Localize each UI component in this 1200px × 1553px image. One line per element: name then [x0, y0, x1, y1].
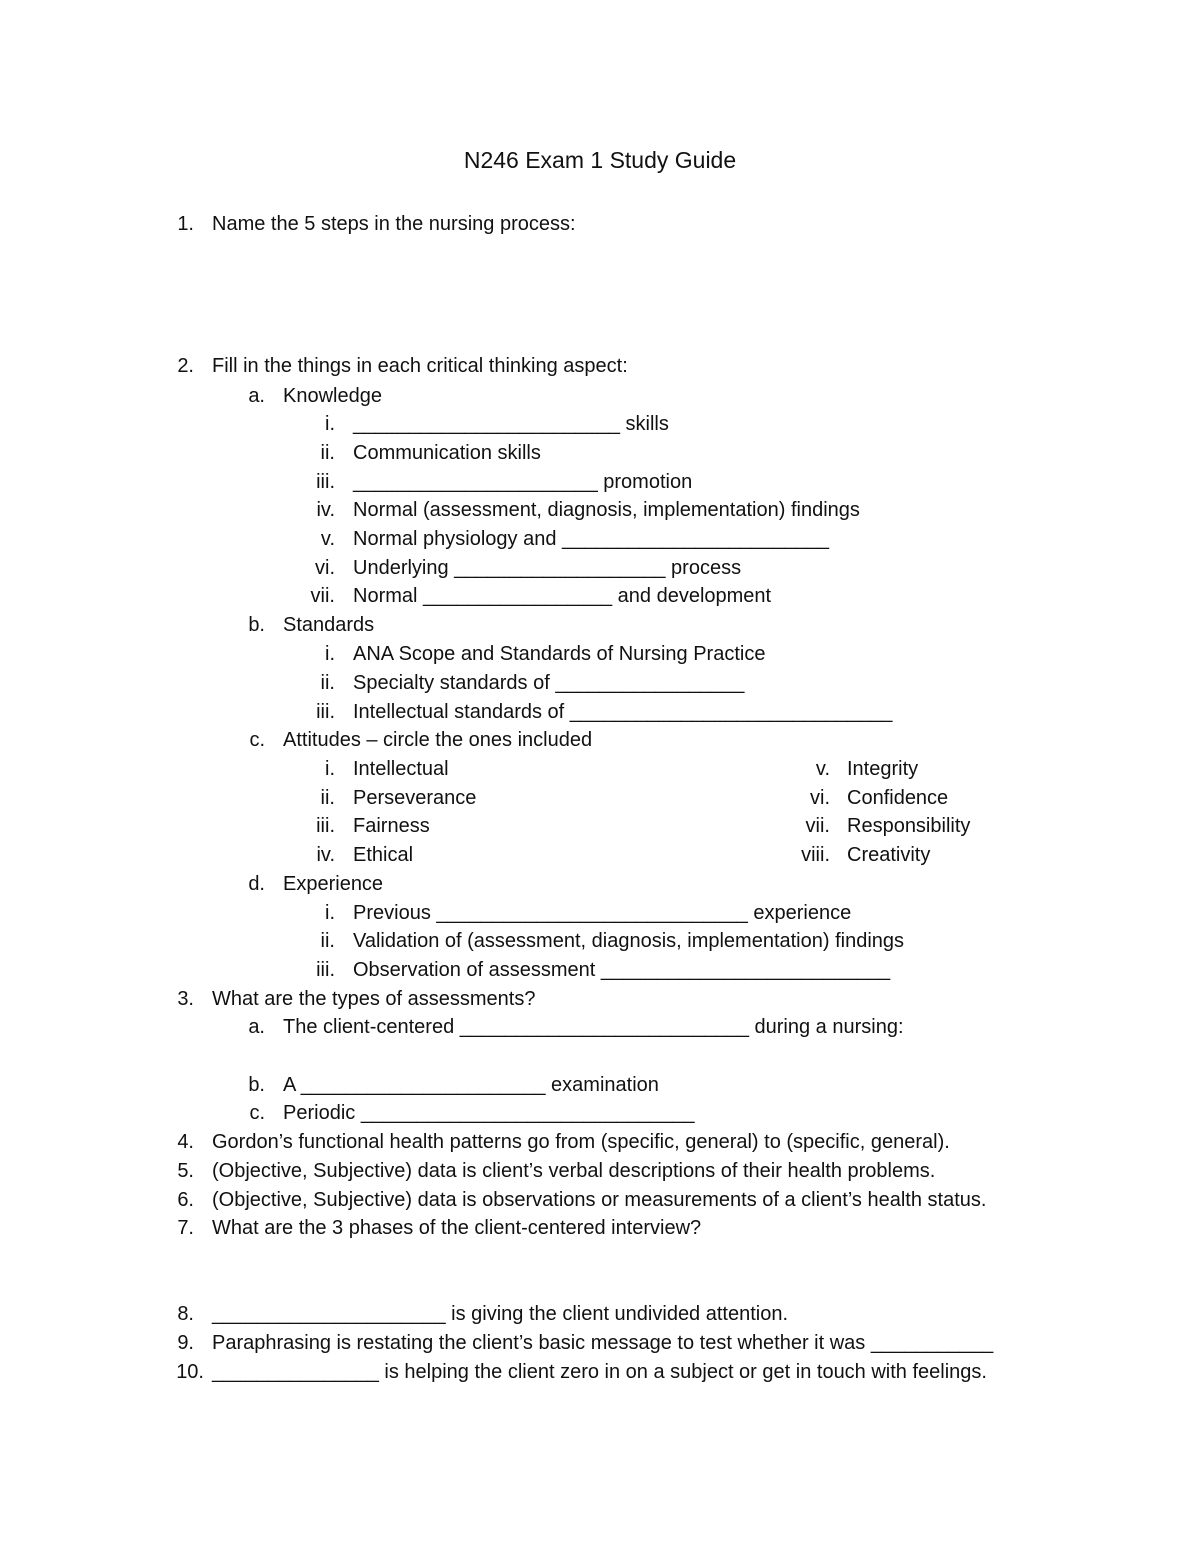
item-number: iv. [316, 499, 335, 521]
question-number: 1. [177, 213, 194, 235]
subquestion-label: Knowledge [283, 385, 382, 407]
question-number: 7. [177, 1217, 194, 1239]
subquestion-label: Attitudes – circle the ones included [283, 729, 593, 751]
item-number: iii. [316, 959, 335, 981]
question-number: 8. [177, 1303, 194, 1325]
item-number: vi. [315, 557, 335, 579]
item-text: Integrity [847, 758, 919, 780]
item-number: vi. [810, 787, 830, 809]
item-text: Underlying ___________________ process [353, 557, 742, 579]
subquestion-letter: d. [248, 873, 265, 895]
item-number: i. [325, 902, 335, 924]
question-text: What are the 3 phases of the client-centered interview? [212, 1217, 702, 1239]
item-text: ________________________ skills [353, 413, 669, 435]
question-number: 10. [176, 1361, 204, 1383]
item-text: Responsibility [847, 815, 971, 837]
item-number: v. [320, 528, 335, 550]
question-text: _____________________ is giving the client undivided attention. [212, 1303, 789, 1325]
item-number: viii. [801, 844, 830, 866]
question-text: Name the 5 steps in the nursing process: [212, 213, 576, 235]
item-text: Intellectual [353, 758, 449, 780]
item-number: vii. [805, 815, 830, 837]
subquestion-letter: a. [248, 385, 265, 407]
subquestion-letter: b. [248, 614, 265, 636]
question-text: (Objective, Subjective) data is client’s verbal descriptions of their health problems. [212, 1160, 936, 1182]
item-number: ii. [320, 787, 335, 809]
item-text: Creativity [847, 844, 931, 866]
question-text: (Objective, Subjective) data is observations or measurements of a client’s health status. [212, 1189, 987, 1211]
item-number: vii. [310, 585, 335, 607]
item-number: ii. [320, 672, 335, 694]
question-number: 9. [177, 1332, 194, 1354]
question-text: What are the types of assessments? [212, 988, 536, 1010]
subquestion-text: The client-centered __________________________ during a nursing: [283, 1016, 904, 1038]
item-number: iii. [316, 815, 335, 837]
item-text: Normal _________________ and development [353, 585, 772, 607]
item-text: Ethical [353, 844, 414, 866]
item-text: Specialty standards of _________________ [353, 672, 745, 694]
item-text: Previous ____________________________ experience [353, 902, 852, 924]
item-text: Fairness [353, 815, 430, 837]
item-number: iii. [316, 471, 335, 493]
question-text: _______________ is helping the client zero in on a subject or get in touch with feelings. [212, 1361, 987, 1383]
subquestion-text: Periodic ______________________________ [283, 1102, 695, 1124]
item-number: iv. [316, 844, 335, 866]
subquestion-letter: a. [248, 1016, 265, 1038]
item-number: v. [815, 758, 830, 780]
item-text: Communication skills [353, 442, 541, 464]
item-number: iii. [316, 701, 335, 723]
subquestion-letter: c. [249, 729, 265, 751]
item-text: Observation of assessment __________________________ [353, 959, 891, 981]
item-text: Intellectual standards of _____________________________ [353, 701, 893, 723]
item-number: ii. [320, 442, 335, 464]
item-text: Validation of (assessment, diagnosis, implementation) findings [353, 930, 905, 952]
item-number: i. [325, 413, 335, 435]
item-text: ANA Scope and Standards of Nursing Practice [353, 643, 766, 665]
question-number: 5. [177, 1160, 194, 1182]
item-text: Normal (assessment, diagnosis, implementation) findings [353, 499, 860, 521]
question-number: 3. [177, 988, 194, 1010]
item-text: Confidence [847, 787, 949, 809]
subquestion-letter: c. [249, 1102, 265, 1124]
question-text: Gordon’s functional health patterns go from (specific, general) to (specific, general). [212, 1131, 950, 1153]
item-number: i. [325, 643, 335, 665]
subquestion-letter: b. [248, 1074, 265, 1096]
question-number: 4. [177, 1131, 194, 1153]
item-text: Normal physiology and ________________________ [353, 528, 829, 550]
item-number: ii. [320, 930, 335, 952]
item-text: Perseverance [353, 787, 477, 809]
question-number: 6. [177, 1189, 194, 1211]
item-text: ______________________ promotion [353, 471, 693, 493]
subquestion-text: A ______________________ examination [283, 1074, 659, 1096]
question-text: Paraphrasing is restating the client’s basic message to test whether it was ___________ [212, 1332, 994, 1354]
question-number: 2. [177, 355, 194, 377]
subquestion-label: Standards [283, 614, 375, 636]
question-text: Fill in the things in each critical thinking aspect: [212, 355, 628, 377]
page-title: N246 Exam 1 Study Guide [463, 147, 737, 173]
subquestion-label: Experience [283, 873, 384, 895]
item-number: i. [325, 758, 335, 780]
